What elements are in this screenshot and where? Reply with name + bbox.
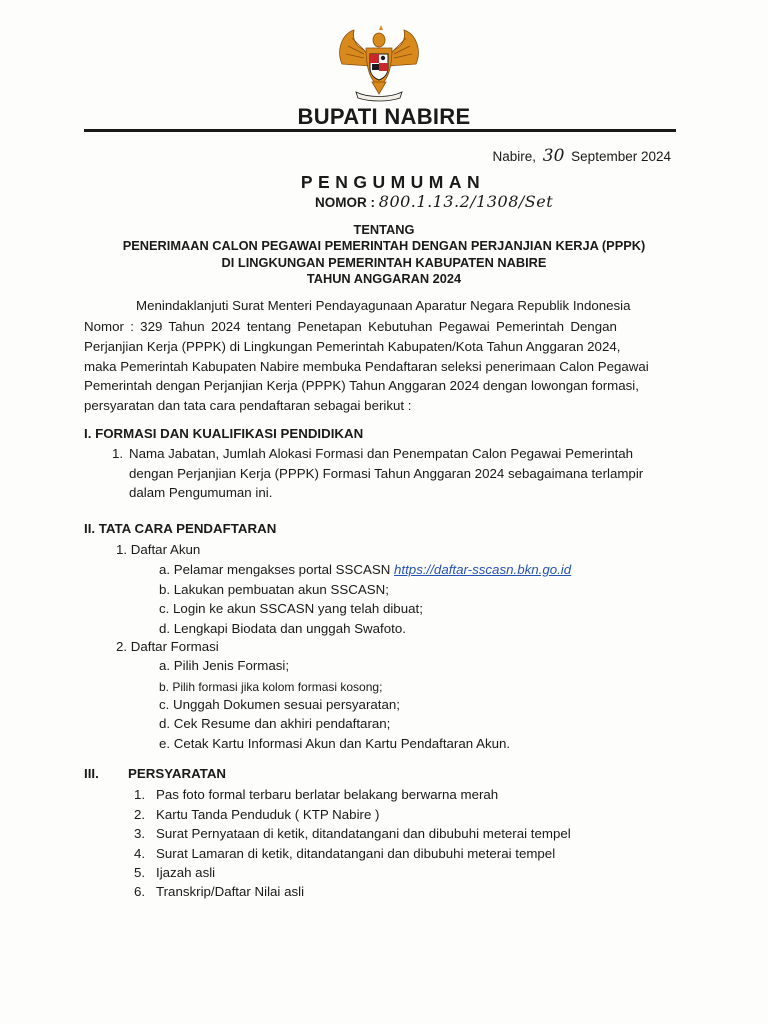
list-number: 3. (134, 826, 146, 841)
intro-line: Perjanjian Kerja (PPPK) di Lingkungan Pemerintah Kabupaten/Kota Tahun Anggaran 2024, (84, 339, 621, 354)
intro-line: Pemerintah dengan Perjanjian Kerja (PPPK) Tahun Anggaran 2024 dengan lowongan formasi, (84, 378, 639, 393)
intro-line: persyaratan dan tata cara pendaftaran sebagai berikut : (84, 398, 412, 413)
list-item: c. Unggah Dokumen sesuai persyaratan; (159, 697, 400, 712)
intro-line: Menindaklanjuti Surat Menteri Pendayagunaan Aparatur Negara Republik Indonesia (136, 298, 631, 313)
list-item: Pas foto formal terbaru berlatar belakang berwarna merah (156, 787, 499, 802)
about-label: TENTANG (353, 222, 415, 237)
announcement-number (315, 192, 553, 211)
list-number: 1. (134, 787, 146, 802)
handwritten-day: 30 (542, 146, 565, 166)
number-label: NOMOR : (315, 195, 375, 210)
list-item: Transkrip/Daftar Nilai asli (156, 884, 305, 899)
announcement-title: PENGUMUMAN (300, 172, 486, 192)
handwritten-number: 800.1.13.2/1308/Set (378, 192, 554, 211)
list-number: 1. (112, 446, 124, 461)
section-number: III. (84, 766, 99, 781)
list-item: e. Cetak Kartu Informasi Akun dan Kartu Pendaftaran Akun. (159, 736, 511, 751)
section-heading: II. TATA CARA PENDAFTARAN (84, 521, 277, 536)
list-item-text: a. Pelamar mengakses portal SSCASN (159, 562, 395, 577)
list-item: c. Login ke akun SSCASN yang telah dibuat; (159, 601, 423, 616)
subject-line: DI LINGKUNGAN PEMERINTAH KABUPATEN NABIRE (221, 255, 547, 270)
list-number: 2. (134, 807, 146, 822)
intro-line: maka Pemerintah Kabupaten Nabire membuka Pendaftaran seleksi penerimaan Calon Pegawai (84, 359, 649, 374)
list-number: 6. (134, 884, 146, 899)
section-heading: I. FORMASI DAN KUALIFIKASI PENDIDIKAN (84, 426, 364, 441)
list-item: d. Lengkapi Biodata dan unggah Swafoto. (159, 621, 406, 636)
list-item: a. Pilih Jenis Formasi; (159, 658, 290, 673)
list-item: Ijazah asli (156, 865, 216, 880)
month-year: September 2024 (571, 149, 671, 164)
list-item: b. Lakukan pembuatan akun SSCASN; (159, 582, 389, 597)
issuer-title: BUPATI NABIRE (297, 104, 471, 129)
list-item-line: dengan Perjanjian Kerja (PPPK) Formasi Tahun Anggaran 2024 sebagaimana terlampir (129, 466, 644, 481)
list-number: 5. (134, 865, 146, 880)
subsection-label: 2. Daftar Formasi (116, 639, 219, 654)
list-item: Surat Lamaran di ketik, ditandatangani dan dibubuhi meterai tempel (156, 846, 556, 861)
list-item (159, 560, 571, 580)
place-label: Nabire, (492, 149, 536, 164)
list-item: Kartu Tanda Penduduk ( KTP Nabire ) (156, 807, 380, 822)
section-heading: PERSYARATAN (128, 766, 227, 781)
list-item: b. Pilih formasi jika kolom formasi kosong; (159, 680, 383, 694)
intro-line: Nomor : 329 Tahun 2024 tentang Penetapan Kebutuhan Pegawai Pemerintah Dengan (84, 319, 617, 334)
garuda-emblem-icon (334, 24, 424, 104)
subject-line: PENERIMAAN CALON PEGAWAI PEMERINTAH DENGAN PERJANJIAN KERJA (PPPK) (122, 238, 646, 253)
header-divider (84, 129, 676, 132)
sscasn-portal-link[interactable]: https://daftar-sscasn.bkn.go.id (394, 562, 572, 577)
place-date (492, 146, 671, 166)
list-item: d. Cek Resume dan akhiri pendaftaran; (159, 716, 391, 731)
subsection-label: 1. Daftar Akun (116, 542, 201, 557)
subject-line: TAHUN ANGGARAN 2024 (306, 271, 462, 286)
list-item: Surat Pernyataan di ketik, ditandatangani dan dibubuhi meterai tempel (156, 826, 571, 841)
list-number: 4. (134, 846, 146, 861)
list-item-line: Nama Jabatan, Jumlah Alokasi Formasi dan Penempatan Calon Pegawai Pemerintah (129, 446, 634, 461)
list-item-line: dalam Pengumuman ini. (129, 485, 273, 500)
